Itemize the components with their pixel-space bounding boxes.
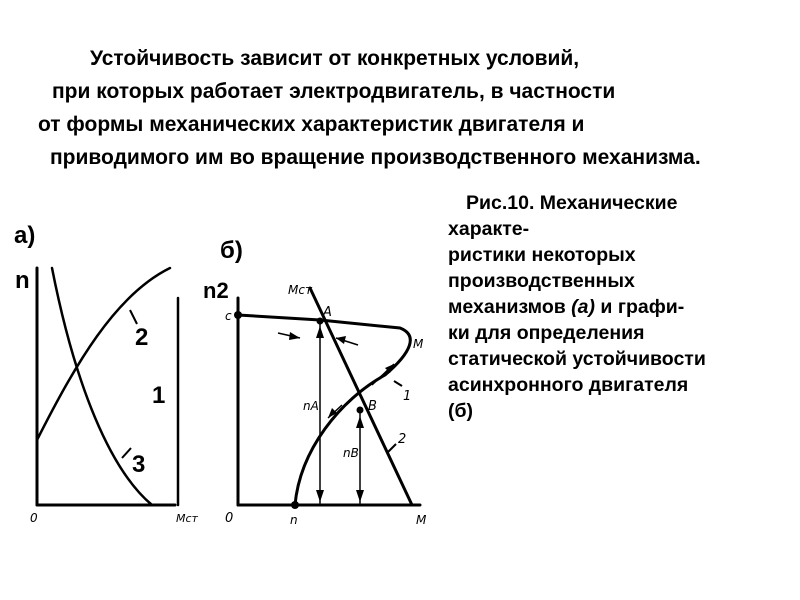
figure-a-curve-1-label: 1 bbox=[152, 382, 166, 409]
figure-b-label: б) bbox=[220, 237, 243, 264]
caption-line-1: Рис.10. Механические bbox=[466, 192, 678, 214]
caption-line-9: (б) bbox=[448, 400, 474, 422]
figure-b bbox=[238, 288, 420, 505]
caption-line-8: асинхронного двигателя bbox=[448, 374, 689, 396]
heading-line-1: Устойчивость зависит от конкретных условий, bbox=[90, 47, 580, 70]
figure-b-n-b-label: nB bbox=[343, 446, 359, 460]
figure-b-curve-1-leader bbox=[394, 381, 402, 386]
figure-a-curve-3-leader bbox=[122, 448, 131, 458]
figure-b-point-c-label: c bbox=[225, 309, 232, 323]
figure-b-y-axis-label: n2 bbox=[203, 278, 229, 303]
figure-b-point-a-label: A bbox=[323, 305, 332, 320]
caption-line-2: характе- bbox=[448, 218, 530, 240]
point-c bbox=[234, 311, 242, 319]
caption-line-5-c: и графи- bbox=[595, 296, 685, 318]
figure-b-point-m-label: M bbox=[413, 337, 424, 351]
figure-a-curve-2-label: 2 bbox=[135, 324, 149, 351]
figure-b-point-b-label: B bbox=[368, 399, 377, 414]
arrow-a-left-head bbox=[289, 332, 300, 340]
arrow-n-a-bottom bbox=[316, 490, 324, 502]
figure-a-curve-2-leader bbox=[130, 310, 137, 324]
figure-b-n-a-label: nA bbox=[303, 399, 319, 413]
caption-line-7: статической устойчивости bbox=[448, 348, 706, 370]
heading-line-4: приводимого им во вращение производственного механизма. bbox=[50, 146, 701, 169]
point-B bbox=[357, 407, 364, 414]
figure-a-label: а) bbox=[14, 222, 36, 249]
figure-a-curve-3-label: 3 bbox=[132, 451, 146, 478]
figure-b-x-m-label: M bbox=[416, 513, 427, 527]
caption-line-5-a: механизмов bbox=[448, 296, 572, 318]
figure-b-curve-2-label: 2 bbox=[398, 432, 407, 447]
figure-b-curve-1 bbox=[238, 315, 410, 505]
arrow-a-right-head bbox=[336, 336, 346, 344]
figure-a-origin: 0 bbox=[30, 511, 38, 525]
point-n bbox=[291, 501, 299, 509]
caption-line-4: производственных bbox=[448, 270, 635, 292]
heading-line-2: при которых работает электродвигатель, в частности bbox=[52, 80, 616, 103]
caption-line-3: ристики некоторых bbox=[448, 244, 636, 266]
caption-line-6: ки для определения bbox=[448, 322, 645, 344]
arrow-n-b-top bbox=[356, 416, 364, 428]
figure-b-mst-label: Мст bbox=[288, 283, 312, 297]
figure-b-curve-2-leader bbox=[388, 444, 396, 452]
figure-b-curve-2 bbox=[310, 288, 412, 505]
figure-a-y-axis-label: n bbox=[15, 267, 30, 294]
figure-b-origin: 0 bbox=[225, 511, 234, 526]
caption-line-5-b: (а) bbox=[571, 296, 596, 318]
figure-b-curve-1-label: 1 bbox=[403, 389, 412, 404]
figure-a-x-axis-label: Мст bbox=[176, 512, 198, 525]
arrow-n-a-top bbox=[316, 326, 324, 338]
figure-b-x-n-label: n bbox=[290, 513, 298, 527]
arrow-n-b-bottom bbox=[356, 490, 364, 502]
heading-line-3: от формы механических характеристик двигателя и bbox=[38, 113, 585, 136]
